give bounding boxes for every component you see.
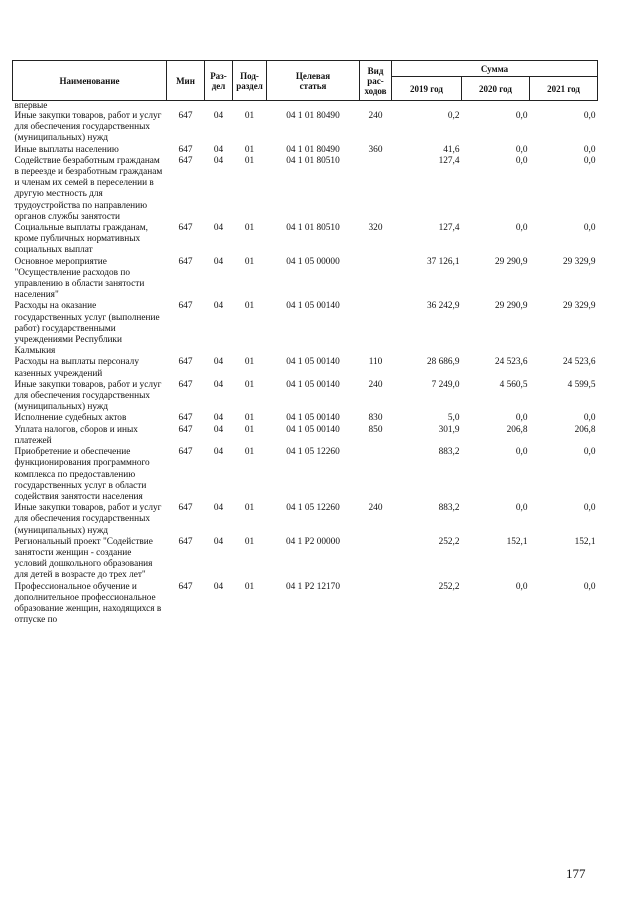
cell-podrazdel: 01: [244, 536, 255, 547]
cell-2019: 883,2: [438, 447, 460, 458]
cell-name: Расходы на выплаты персоналу казенных учреждений: [14, 357, 139, 379]
header-summa: Сумма: [392, 61, 598, 77]
table-row: [13, 301, 598, 357]
cell-min: 647: [178, 424, 193, 435]
header-razdel-text: Раз- дел: [210, 70, 227, 91]
cell-2019: 252,2: [438, 536, 460, 547]
cell-2020: 0,0: [515, 155, 528, 166]
page-number: 177: [566, 866, 586, 881]
cell-tselevaya: 04 1 01 80490: [286, 144, 340, 155]
cell-razdel: 04: [213, 144, 224, 155]
cell-vid: 360: [368, 144, 383, 155]
cell-min: 647: [178, 581, 193, 592]
cell-podrazdel: 01: [244, 155, 255, 166]
table-header: [13, 61, 598, 101]
cell-razdel: 04: [213, 357, 224, 368]
budget-table: [12, 60, 598, 626]
cell-min: 647: [178, 223, 193, 234]
cell-2020: 0,0: [515, 111, 528, 121]
cell-min: 647: [178, 413, 193, 424]
cell-razdel: 04: [213, 111, 224, 121]
cell-razdel: 04: [213, 256, 224, 267]
cell-razdel: 04: [213, 413, 224, 424]
header-tselevaya-text: Целевая статья: [295, 70, 331, 91]
cell-2019: 37 126,1: [426, 256, 460, 267]
cell-podrazdel: 01: [244, 256, 255, 267]
cell-name: Приобретение и обеспечение функционирования программного комплекса по предоставлению государственных услуг в области содействия занятости населения: [14, 447, 150, 502]
cell-podrazdel: 01: [244, 144, 255, 155]
cell-vid: [360, 537, 392, 582]
cell-2020: 0,0: [515, 503, 528, 514]
cell-2020: 206,8: [506, 424, 528, 435]
table-body: [13, 101, 598, 627]
cell-razdel: 04: [213, 223, 224, 234]
cell-name: Иные закупки товаров, работ и услуг для обеспечения государственных (муниципальных) нужд: [14, 379, 162, 413]
cell-2019: 41,6: [443, 144, 460, 155]
cell-2019: 127,4: [438, 155, 460, 166]
cell-podrazdel: 01: [244, 379, 255, 390]
cell-2021: 152,1: [574, 536, 596, 547]
cell-name: Основное мероприятие "Осуществление расходов по управлению в области занятости населения": [14, 256, 145, 301]
cell-min: 647: [178, 447, 193, 458]
cell-tselevaya: 04 1 01 80490: [286, 111, 340, 121]
cell-2021: 0,0: [583, 111, 596, 121]
table-row: [13, 447, 598, 503]
cell-name: Иные выплаты населению: [14, 144, 119, 155]
cell-2021: 29 329,9: [562, 301, 596, 312]
cell-vid: 320: [368, 223, 383, 234]
cell-2021: 4 599,5: [567, 379, 596, 390]
cell-name: Иные закупки товаров, работ и услуг для обеспечения государственных (муниципальных) нужд: [14, 111, 162, 144]
cell-2020: 0,0: [515, 223, 528, 234]
cell-tselevaya: 04 1 05 12260: [286, 447, 340, 458]
cell-2019: 5,0: [447, 413, 460, 424]
cell-tselevaya: 04 1 05 00000: [286, 256, 340, 267]
budget-sheet: [12, 60, 597, 626]
cell-podrazdel: 01: [244, 301, 255, 312]
cell-tselevaya: 04 1 05 00140: [286, 413, 340, 424]
cell-min: 647: [178, 357, 193, 368]
table-row: [13, 145, 598, 156]
cell-2021: 0,0: [583, 503, 596, 514]
cell-min: 647: [178, 536, 193, 547]
cell-2021: 24 523,6: [562, 357, 596, 368]
cell-vid: 830: [368, 413, 383, 424]
cell-podrazdel: 01: [244, 503, 255, 514]
table-row: [13, 357, 598, 379]
cell-razdel: 04: [213, 424, 224, 435]
cell-podrazdel: 01: [244, 357, 255, 368]
cell-2020: 0,0: [515, 447, 528, 458]
cell-tselevaya: 04 1 P2 12170: [286, 581, 340, 592]
cell-2019: 127,4: [438, 223, 460, 234]
table-row: [13, 537, 598, 582]
cell-2019: 252,2: [438, 581, 460, 592]
cell-min: 647: [178, 144, 193, 155]
cell-2021: 0,0: [583, 581, 596, 592]
table-row: [13, 156, 598, 223]
cell-2020: 0,0: [515, 144, 528, 155]
header-podrazdel: [233, 61, 267, 101]
table-row: [13, 425, 598, 447]
cell-podrazdel: 01: [244, 111, 255, 121]
cell-2019: 28 686,9: [426, 357, 460, 368]
cell-vid: [360, 156, 392, 223]
table-row: [13, 257, 598, 302]
table-row: [13, 111, 598, 145]
cell-2020: 0,0: [515, 581, 528, 592]
cell-2020: 29 290,9: [494, 301, 528, 312]
header-year-2021: 2021 год: [530, 77, 598, 101]
cell-2021: 0,0: [583, 413, 596, 424]
cell-vid: 110: [368, 357, 383, 368]
table-row: [13, 503, 598, 537]
cell-2021: 0,0: [583, 223, 596, 234]
cell-2020: 24 523,6: [494, 357, 528, 368]
cell-tselevaya: 04 1 01 80510: [286, 155, 340, 166]
header-vid-text: Вид рас- ходов: [364, 65, 387, 96]
cell-name: Содействие безработным гражданам в переезде и безработным гражданам и членам их семей в переселении в другую местность для трудоустройства по направлению органов службы занятости: [14, 155, 163, 222]
header-razdel: [205, 61, 233, 101]
cell-vid: 240: [368, 379, 383, 390]
cell-tselevaya: 04 1 01 80510: [286, 223, 340, 234]
cell-2019: 301,9: [438, 424, 460, 435]
cell-2021: 0,0: [583, 447, 596, 458]
cell-min: 647: [178, 111, 193, 121]
header-year-2019: 2019 год: [392, 77, 462, 101]
cell-2021: 0,0: [583, 144, 596, 155]
cell-min: 647: [178, 301, 193, 312]
cell-2020: 4 560,5: [499, 379, 528, 390]
cell-podrazdel: 01: [244, 581, 255, 592]
cell-name: Региональный проект "Содействие занятости женщин - создание условий дошкольного образования для детей в возрасте до трех лет": [14, 536, 153, 581]
table-row: [13, 380, 598, 414]
cell-tselevaya: 04 1 05 00140: [286, 379, 340, 390]
cell-vid: [360, 582, 392, 627]
cell-2021: 206,8: [574, 424, 596, 435]
cell-2019: 883,2: [438, 503, 460, 514]
cell-vid: 240: [368, 503, 383, 514]
cell-min: 647: [178, 503, 193, 514]
cell-razdel: 04: [213, 301, 224, 312]
cell-podrazdel: 01: [244, 424, 255, 435]
cell-vid: [360, 301, 392, 357]
cell-2020: 29 290,9: [494, 256, 528, 267]
cell-vid: [360, 257, 392, 302]
cell-tselevaya: 04 1 05 00140: [286, 357, 340, 368]
cell-2019: 0,2: [447, 111, 460, 121]
cell-min: 647: [178, 155, 193, 166]
header-year-2020: 2020 год: [462, 77, 530, 101]
cell-tselevaya: 04 1 05 00140: [286, 301, 340, 312]
header-tselevaya: [267, 61, 360, 101]
cell-razdel: 04: [213, 155, 224, 166]
cell-2019: 36 242,9: [426, 301, 460, 312]
cell-min: 647: [178, 379, 193, 390]
cell-name: Социальные выплаты гражданам, кроме публичных нормативных социальных выплат: [14, 223, 149, 256]
header-min: Мин: [167, 61, 205, 101]
header-podrazdel-text: Под- раздел: [236, 70, 263, 91]
cell-razdel: 04: [213, 581, 224, 592]
cell-name: Иные закупки товаров, работ и услуг для обеспечения государственных (муниципальных) нужд: [14, 503, 162, 536]
cell-razdel: 04: [213, 536, 224, 547]
cell-name: Уплата налогов, сборов и иных платежей: [14, 424, 138, 446]
cell-2020: 0,0: [515, 413, 528, 424]
cell-razdel: 04: [213, 379, 224, 390]
cell-2021: 29 329,9: [562, 256, 596, 267]
cell-podrazdel: 01: [244, 223, 255, 234]
cell-name: Расходы на оказание государственных услуг (выполнение работ) государственными учреждениями Республики Калмыкия: [14, 301, 160, 357]
cell-razdel: 04: [213, 503, 224, 514]
cell-podrazdel: 01: [244, 413, 255, 424]
table-row: [13, 582, 598, 627]
cell-podrazdel: 01: [244, 447, 255, 458]
cell-2020: 152,1: [506, 536, 528, 547]
cell-2019: 7 249,0: [431, 379, 460, 390]
lead-row: [13, 101, 598, 112]
cell-vid: 240: [368, 111, 383, 121]
lead-text: впервые: [14, 101, 48, 111]
cell-vid: [360, 447, 392, 503]
header-name: Наименование: [13, 61, 167, 101]
cell-name: Профессиональное обучение и дополнительное профессиональное образование женщин, находящихся в отпуске по: [14, 581, 162, 626]
cell-vid: 850: [368, 424, 383, 435]
cell-tselevaya: 04 1 05 12260: [286, 503, 340, 514]
cell-min: 647: [178, 256, 193, 267]
cell-2021: 0,0: [583, 155, 596, 166]
cell-tselevaya: 04 1 P2 00000: [286, 536, 340, 547]
table-row: [13, 413, 598, 424]
cell-tselevaya: 04 1 05 00140: [286, 424, 340, 435]
table-row: [13, 223, 598, 257]
cell-name: Исполнение судебных актов: [14, 413, 127, 424]
header-vid: [360, 61, 392, 101]
cell-razdel: 04: [213, 447, 224, 458]
